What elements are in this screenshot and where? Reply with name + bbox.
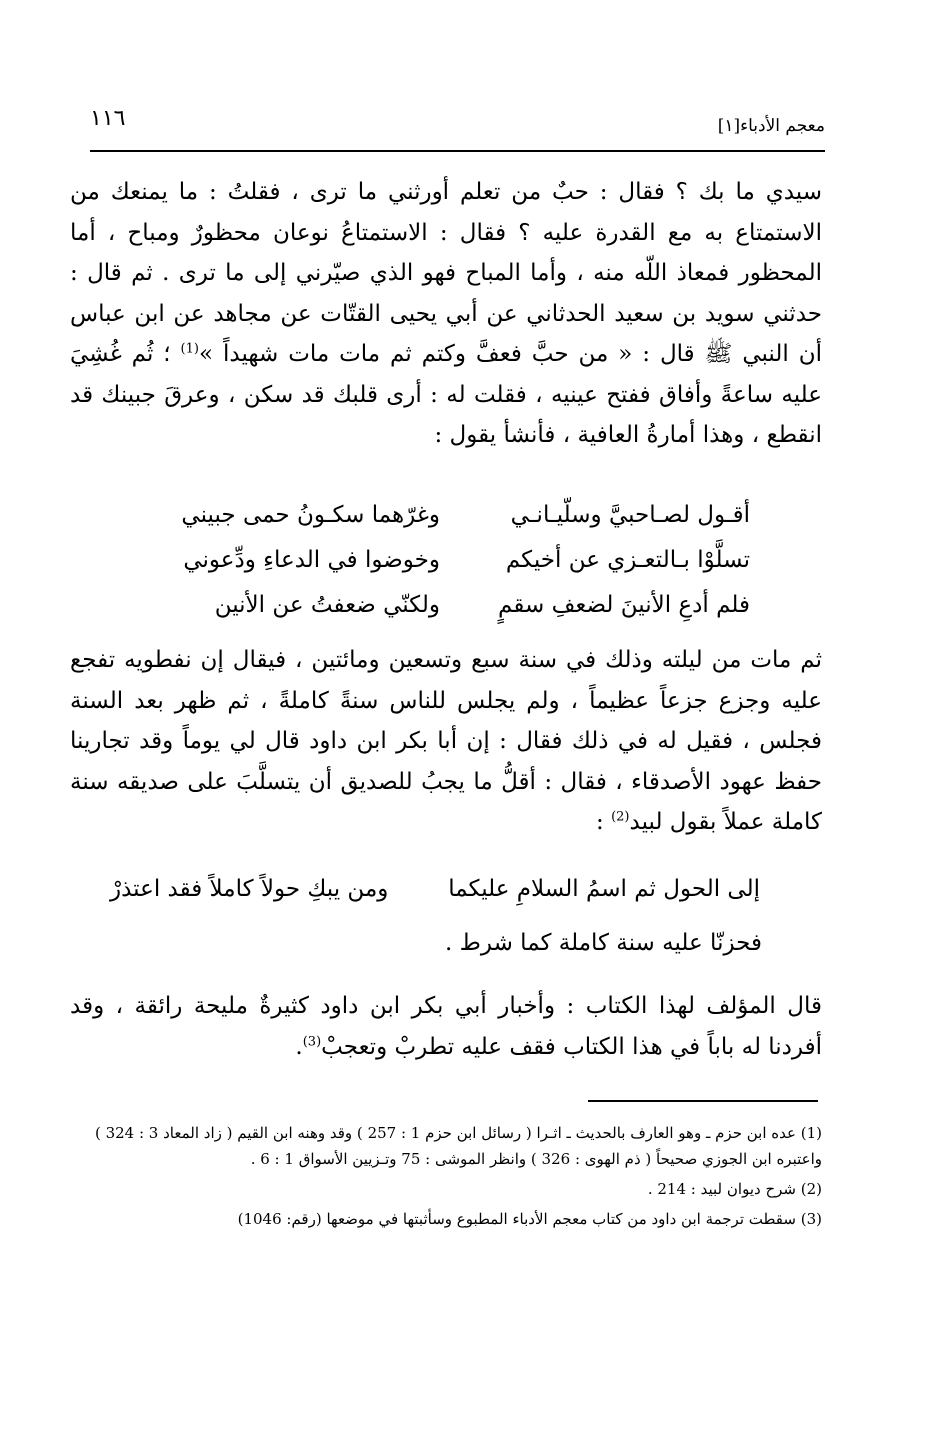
verse-second-hemistich: ولكنّي ضعفتُ عن الأنين (214, 591, 440, 618)
verse-first-hemistich: فلم أدعِ الأنينَ لضعفِ سقمٍ (498, 591, 750, 618)
author-note-paragraph (70, 986, 822, 1067)
footnote: (2) شرح ديوان لبيد : 214 . (647, 1180, 822, 1198)
paragraph-text: سيدي ما بك ؟ فقال : حبٌ من تعلم أورثني ما ترى ، فقلتُ : ما يمنعك من الاستمتاع به مع القدرة عليه ؟ فقال : الاستمتاعُ نوعان محظورٌ ومباح ، أما المحظور فمعاذ اللّه منه ، وأما المباح فهو الذي صيّرني إلى ما ترى . ثم قال : حدثني سويد بن سعيد الحدثاني عن أبي يحيى القتّات عن مجاهد عن ابن عباس أن النبي ﷺ قال : « من حبَّ فعفَّ وكتم ثم مات مات شهيداً » (70, 179, 822, 367)
verse-continuation: فحزنّا عليه سنة كاملة كما شرط . (445, 930, 762, 956)
poem-verse (150, 492, 750, 537)
verse-second-hemistich: ومن يبكِ حولاً كاملاً فقد اعتذرْ (110, 876, 389, 902)
footnote: (3) سقطت ترجمة ابن داود من كتاب معجم الأدباء المطبوع وسأثبتها في موضعها (رقم: 1046) (237, 1210, 822, 1228)
footnote-ref-1: (1) (180, 341, 199, 357)
paragraph-tail: : (596, 809, 612, 835)
page-header (90, 106, 825, 152)
verse-first-hemistich: أقـول لصـاحبيَّ وسلّيـانـي (510, 501, 750, 528)
paragraph-tail: . (295, 1033, 303, 1060)
footnote: (1) عده ابن حزم ـ وهو العارف بالحديث ـ اثـرا ( رسائل ابن حزم 1 : 257 ) وقد وهنه ابن القيم ( زاد المعاد 3 : 324 ) واعتبره ابن الجوزي صحيحاً ( ذم الهوى : 326 ) وانظر الموشى : 75 وتـزيين الأسواق 1 : 6 . (94, 1124, 822, 1168)
footnotes (62, 1120, 822, 1236)
verse-second-hemistich: وخوضوا في الدعاءِ ودِّعوني (183, 546, 440, 573)
poem (150, 492, 750, 627)
paragraph-text: قال المؤلف لهذا الكتاب : وأخبار أبي بكر ابن داود كثيرةٌ مليحة رائقة ، وقد أفردنا له باباً في هذا الكتاب فقف عليه تطربْ وتعجبْ (70, 993, 822, 1060)
page-number: ١١٦ (90, 106, 126, 131)
verse-first-hemistich: إلى الحول ثم اسمُ السلامِ عليكما (448, 876, 760, 902)
main-paragraph (70, 172, 822, 456)
poem-verse (150, 582, 750, 627)
quoted-verse (110, 876, 760, 902)
paragraph-text: ثم مات من ليلته وذلك في سنة سبع وتسعين ومائتين ، فيقال إن نفطويه تفجع عليه وجزع جزعاً عظيماً ، ولم يجلس للناس سنةً كاملةً ، ثم ظهر بعد السنة فجلس ، فقيل له في ذلك فقال : إن أبا بكر ابن داود قال لي يوماً وقد تجارينا حفظ عهود الأصدقاء ، فقال : أقلُّ ما يجبُ للصديق أن يتسلَّبَ على صديقه سنة كاملة عملاً بقول لبيد (70, 647, 822, 835)
footnote-divider (588, 1100, 818, 1102)
second-paragraph (70, 640, 822, 843)
paragraph-tail: ؛ ثُم غُشِيَ عليه ساعةً وأفاق ففتح عينيه ، فقلت له : أرى قلبك قد سكن ، وعرقَ جبينك قد انقطع ، وهذا أمارةُ العافية ، فأنشأ يقول : (70, 341, 822, 448)
verse-first-hemistich: تسلَّوْا بـالتعـزي عن أخيكم (505, 546, 750, 573)
book-title: معجم الأدباء[١] (717, 116, 825, 136)
footnote-ref-2: (2) (611, 809, 630, 825)
poem-verse (150, 537, 750, 582)
verse-second-hemistich: وغرّهما سكـونُ حمى جبيني (181, 501, 440, 528)
footnote-ref-3: (3) (302, 1033, 322, 1049)
